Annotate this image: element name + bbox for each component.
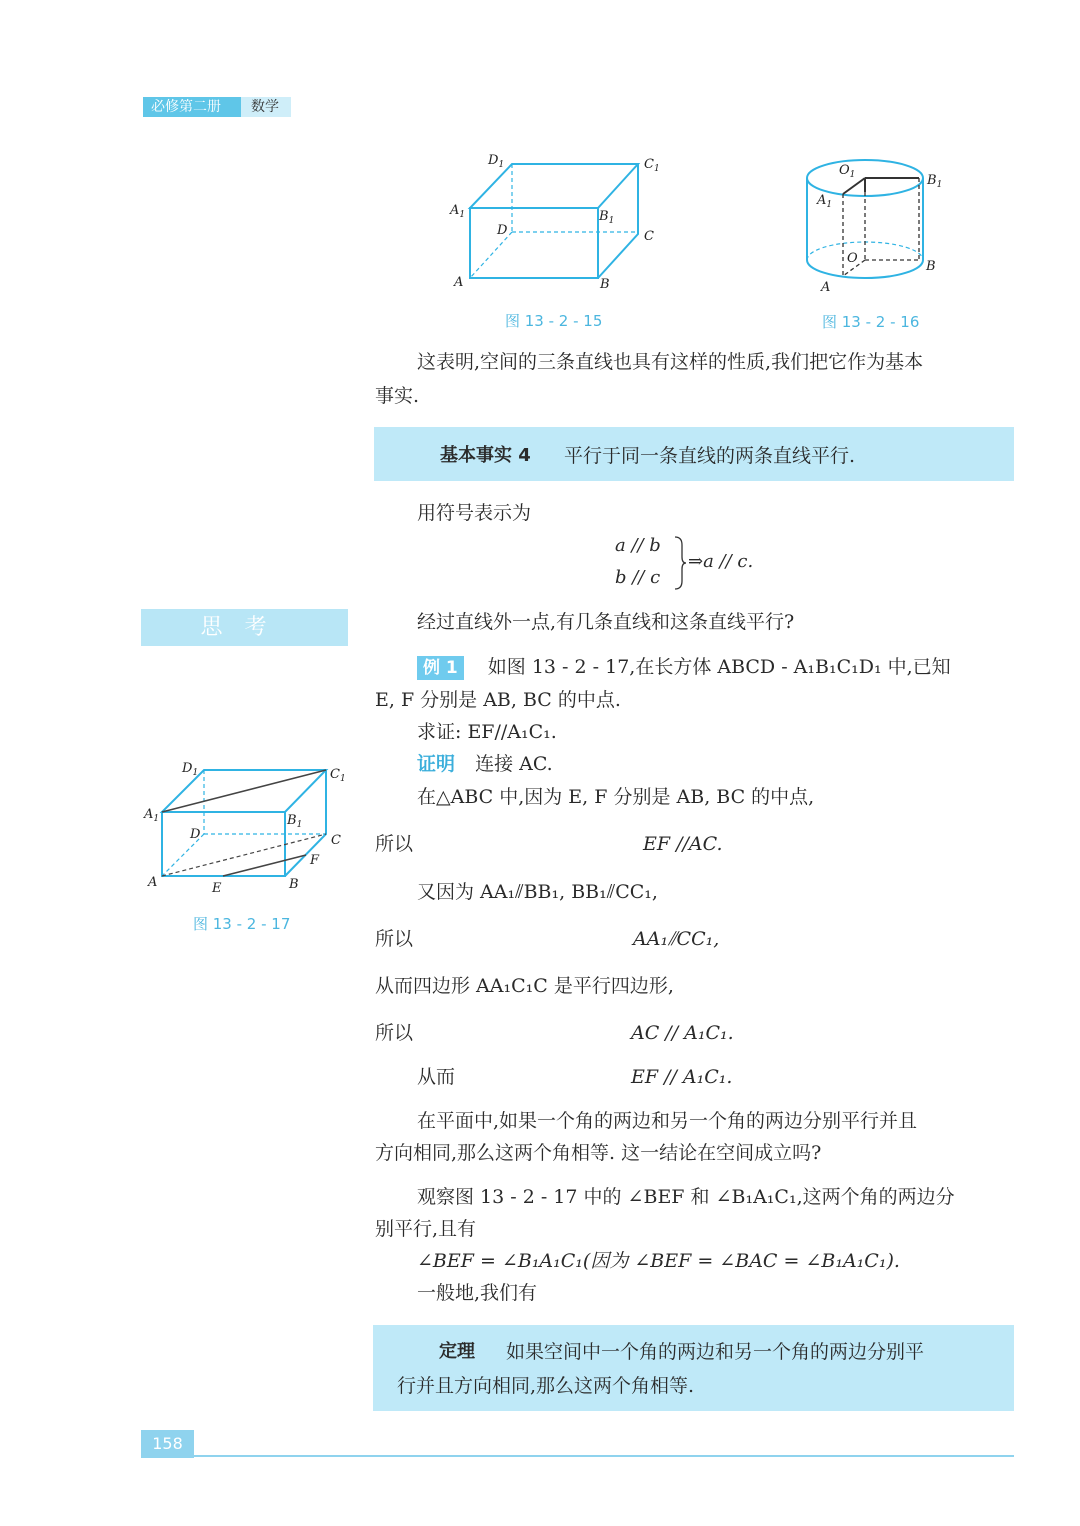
label-E: E [212, 881, 222, 896]
intro-line-1: 这表明,空间的三条直线也具有这样的性质,我们把它作为基本 [417, 351, 924, 373]
figure-caption-15: 图 13 - 2 - 15 [505, 312, 603, 330]
figure-13-2-15 [440, 150, 670, 295]
figure-caption-16: 图 13 - 2 - 16 [822, 313, 920, 331]
label-D1: $D_1$ [182, 761, 199, 778]
symbol-result: ⇒a // c. [688, 551, 754, 572]
label-C1: $C_1$ [644, 157, 660, 174]
discussion-p1-line-2: 方向相同,那么这两个角相等. 这一结论在空间成立吗? [375, 1142, 822, 1164]
basic-fact-4-banner [374, 427, 1014, 481]
symbol-line-2: b // c [615, 567, 661, 588]
proof-step-2-result: AA₁⫽CC₁, [633, 928, 720, 950]
label-F: F [310, 853, 320, 868]
example-tag: 例 1 [417, 656, 464, 680]
symbol-intro: 用符号表示为 [417, 502, 532, 524]
so-2: 所以 [375, 928, 414, 950]
label-A: A [454, 275, 464, 290]
footer-rule [194, 1455, 1014, 1457]
proof-start-line [417, 748, 553, 780]
label-A: A [148, 875, 158, 890]
discussion-p2-line-2: 别平行,且有 [375, 1218, 477, 1240]
theorem-label: 定理 [439, 1341, 475, 1362]
label-O: O [847, 251, 858, 266]
label-B: B [926, 259, 936, 274]
label-C1: $C_1$ [330, 767, 346, 784]
figure-13-2-16 [795, 152, 955, 297]
proof-start: 连接 AC. [475, 753, 553, 775]
label-B1: $B_1$ [599, 209, 615, 226]
proof-step-3-result: AC // A₁C₁. [631, 1022, 734, 1044]
proof-step-1-result: EF //AC. [643, 833, 723, 855]
angle-equation: ∠BEF = ∠B₁A₁C₁(因为 ∠BEF = ∠BAC = ∠B₁A₁C₁). [417, 1250, 900, 1272]
label-D: D [497, 223, 508, 238]
think-question: 经过直线外一点,有几条直线和这条直线平行? [417, 611, 795, 633]
brace-icon [673, 535, 687, 591]
think-box-title: 思考 [141, 609, 348, 646]
proof-label: 证明 [417, 753, 456, 775]
example-prove: 求证: EF//A₁C₁. [417, 721, 557, 743]
thus: 从而 [417, 1066, 456, 1088]
proof-step-1: 在△ABC 中,因为 E, F 分别是 AB, BC 的中点, [417, 786, 815, 808]
label-A: A [821, 280, 831, 295]
discussion-p1-line-1: 在平面中,如果一个角的两边和另一个角的两边分别平行并且 [417, 1110, 918, 1132]
basic-fact-label: 基本事实 4 [440, 445, 531, 466]
intro-line-2: 事实. [375, 385, 420, 407]
book-volume-tag: 必修第二册 [143, 97, 249, 117]
page-number: 158 [141, 1430, 194, 1458]
example-line-2: E, F 分别是 AB, BC 的中点. [375, 689, 621, 711]
label-A1: $A_1$ [817, 193, 833, 210]
theorem-line-1: 如果空间中一个角的两边和另一个角的两边分别平 [506, 1341, 925, 1363]
label-B1: $B_1$ [927, 173, 943, 190]
subject-tag: 数学 [241, 97, 291, 117]
label-B: B [289, 877, 299, 892]
proof-step-4-result: EF // A₁C₁. [631, 1066, 733, 1088]
label-O1: $O_1$ [839, 163, 856, 180]
label-C: C [331, 833, 341, 848]
theorem-box [373, 1325, 1014, 1411]
figure-13-2-17 [140, 756, 355, 906]
label-B1: $B_1$ [287, 813, 303, 830]
symbol-line-1: a // b [615, 535, 661, 556]
so-1: 所以 [375, 833, 414, 855]
figure-caption-17: 图 13 - 2 - 17 [193, 915, 291, 933]
basic-fact-text: 平行于同一条直线的两条直线平行. [564, 445, 856, 467]
theorem-line-2: 行并且方向相同,那么这两个角相等. [397, 1375, 695, 1397]
example-line-1 [417, 651, 951, 683]
label-D: D [190, 827, 201, 842]
label-C: C [644, 229, 654, 244]
general-statement: 一般地,我们有 [417, 1282, 538, 1304]
so-3: 所以 [375, 1022, 414, 1044]
example-text-1: 如图 13 - 2 - 17,在长方体 ABCD - A₁B₁C₁D₁ 中,已知 [487, 656, 951, 678]
label-D1: $D_1$ [488, 153, 505, 170]
discussion-p2-line-1: 观察图 13 - 2 - 17 中的 ∠BEF 和 ∠B₁A₁C₁,这两个角的两边分 [417, 1186, 955, 1208]
label-A1: $A_1$ [450, 203, 466, 220]
proof-step-3: 从而四边形 AA₁C₁C 是平行四边形, [375, 975, 674, 997]
proof-step-2: 又因为 AA₁⫽BB₁, BB₁⫽CC₁, [417, 881, 658, 903]
label-B: B [600, 277, 610, 292]
label-A1: $A_1$ [144, 807, 160, 824]
